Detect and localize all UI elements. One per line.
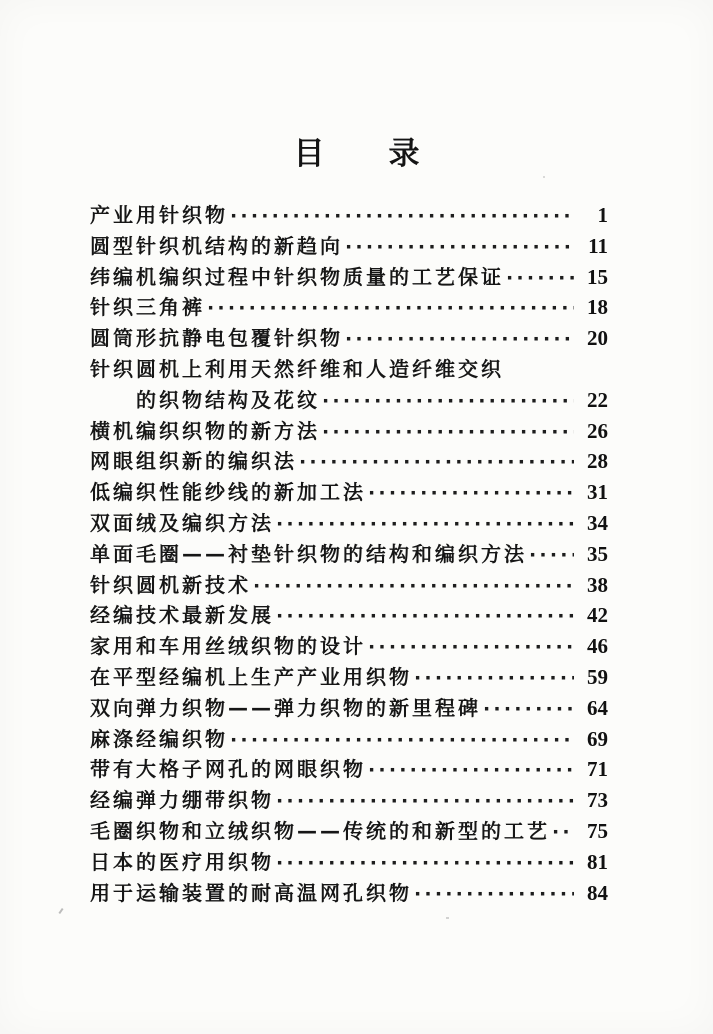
dot-leader [506, 267, 574, 289]
toc-entry-title: 在平型经编机上生产产业用织物 [90, 664, 412, 689]
scan-artifact [446, 917, 449, 919]
toc-entry-title: 圆筒形抗静电包覆针织物 [90, 326, 343, 351]
toc-entry [90, 753, 608, 784]
toc-entry [90, 507, 608, 538]
toc-entry-page: 42 [587, 603, 608, 628]
toc-entry [90, 877, 608, 908]
dot-leader [322, 421, 574, 443]
scan-artifact [543, 176, 545, 178]
toc-entry-title: 横机编织织物的新方法 [90, 418, 320, 443]
toc-entry [90, 599, 608, 630]
toc-entry-page: 69 [587, 726, 608, 751]
toc-entry-page: 71 [587, 757, 608, 782]
toc-entry-title: 家用和车用丝绒织物的设计 [90, 634, 366, 659]
toc-entry-page: 11 [588, 233, 608, 258]
toc-entry [90, 230, 608, 261]
toc-entry-title: 纬编机编织过程中针织物质量的工艺保证 [90, 264, 504, 289]
dot-leader [483, 698, 574, 720]
toc-entry-page: 64 [587, 695, 608, 720]
toc-entry-title: 产业用针织物 [90, 203, 228, 227]
toc-entry-page: 15 [587, 264, 608, 289]
toc-entry-page: 84 [587, 880, 608, 905]
toc-entry-page: 59 [587, 664, 608, 689]
toc-entry [90, 538, 608, 569]
dot-leader [552, 821, 574, 843]
dot-leader [368, 636, 574, 658]
toc-entry [90, 415, 608, 446]
toc-entry-title: 低编织性能纱线的新加工法 [90, 480, 366, 505]
toc-entry-page: 20 [587, 326, 608, 351]
toc-entry-page: 73 [587, 788, 608, 813]
toc-entry [90, 723, 608, 754]
toc-entry [90, 784, 608, 815]
toc-entry [90, 199, 608, 230]
toc-entry-page: 38 [587, 572, 608, 597]
toc-entry-page: 34 [587, 510, 608, 535]
toc-entry-page: 1 [597, 203, 608, 227]
dot-leader [276, 790, 574, 812]
toc-entry [90, 476, 608, 507]
toc-entry [90, 384, 608, 415]
scan-artifact [58, 908, 63, 914]
toc-entry-page: 18 [587, 295, 608, 320]
toc-entry-page: 22 [587, 387, 608, 412]
toc-entry [90, 322, 608, 353]
toc-entry [90, 569, 608, 600]
toc-entry-title: 经编技术最新发展 [90, 603, 274, 628]
toc-entry-title: 的织物结构及花纹 [136, 387, 320, 412]
toc-entry-page: 46 [587, 634, 608, 659]
toc-entry [90, 846, 608, 877]
toc-entry-page: 26 [587, 418, 608, 443]
toc-entry-title: 带有大格子网孔的网眼织物 [90, 757, 366, 782]
toc-entry-title: 日本的医疗用织物 [90, 849, 274, 874]
dot-leader [368, 759, 574, 781]
toc-entry-title: 双向弹力织物——弹力织物的新里程碑 [90, 695, 481, 720]
dot-leader [345, 328, 574, 350]
toc-entry [90, 261, 608, 292]
dot-leader [276, 513, 574, 535]
toc-entry-page: 31 [587, 480, 608, 505]
toc-entry [90, 661, 608, 692]
toc-entry-continuation [90, 353, 608, 384]
toc-entry-title: 双面绒及编织方法 [90, 510, 274, 535]
toc-entry-title: 经编弹力绷带织物 [90, 788, 274, 813]
toc-entry-title: 针织三角裤 [90, 295, 205, 320]
toc-entry-title: 单面毛圈——衬垫针织物的结构和编织方法 [90, 541, 527, 566]
toc-entry-title: 毛圈织物和立绒织物——传统的和新型的工艺 [90, 818, 550, 843]
dot-leader [230, 205, 574, 227]
toc-entry-page: 81 [587, 849, 608, 874]
toc-entry [90, 291, 608, 322]
toc-entry-page: 28 [587, 449, 608, 474]
toc-entry-title: 网眼组织新的编织法 [90, 449, 297, 474]
dot-leader [529, 544, 574, 566]
toc-entry-title: 圆型针织机结构的新趋向 [90, 233, 343, 258]
dot-leader [230, 729, 574, 751]
dot-leader [345, 236, 574, 258]
dot-leader [276, 852, 574, 874]
dot-leader [414, 883, 574, 905]
toc-entry-page: 75 [587, 818, 608, 843]
page-title: 目录 [293, 136, 484, 172]
toc-entry [90, 630, 608, 661]
dot-leader [414, 667, 574, 689]
table-of-contents [90, 199, 608, 907]
toc-entry [90, 445, 608, 476]
toc-entry [90, 815, 608, 846]
dot-leader [299, 451, 574, 473]
toc-entry-title: 用于运输装置的耐高温网孔织物 [90, 880, 412, 905]
toc-entry-title: 针织圆机上利用天然纤维和人造纤维交织 [90, 356, 504, 381]
dot-leader [322, 390, 574, 412]
toc-entry-page: 35 [587, 541, 608, 566]
toc-entry [90, 692, 608, 723]
dot-leader [207, 297, 574, 319]
dot-leader [368, 482, 574, 504]
toc-entry-title: 麻涤经编织物 [90, 726, 228, 751]
dot-leader [253, 575, 574, 597]
toc-entry-title: 针织圆机新技术 [90, 572, 251, 597]
dot-leader [276, 605, 574, 627]
